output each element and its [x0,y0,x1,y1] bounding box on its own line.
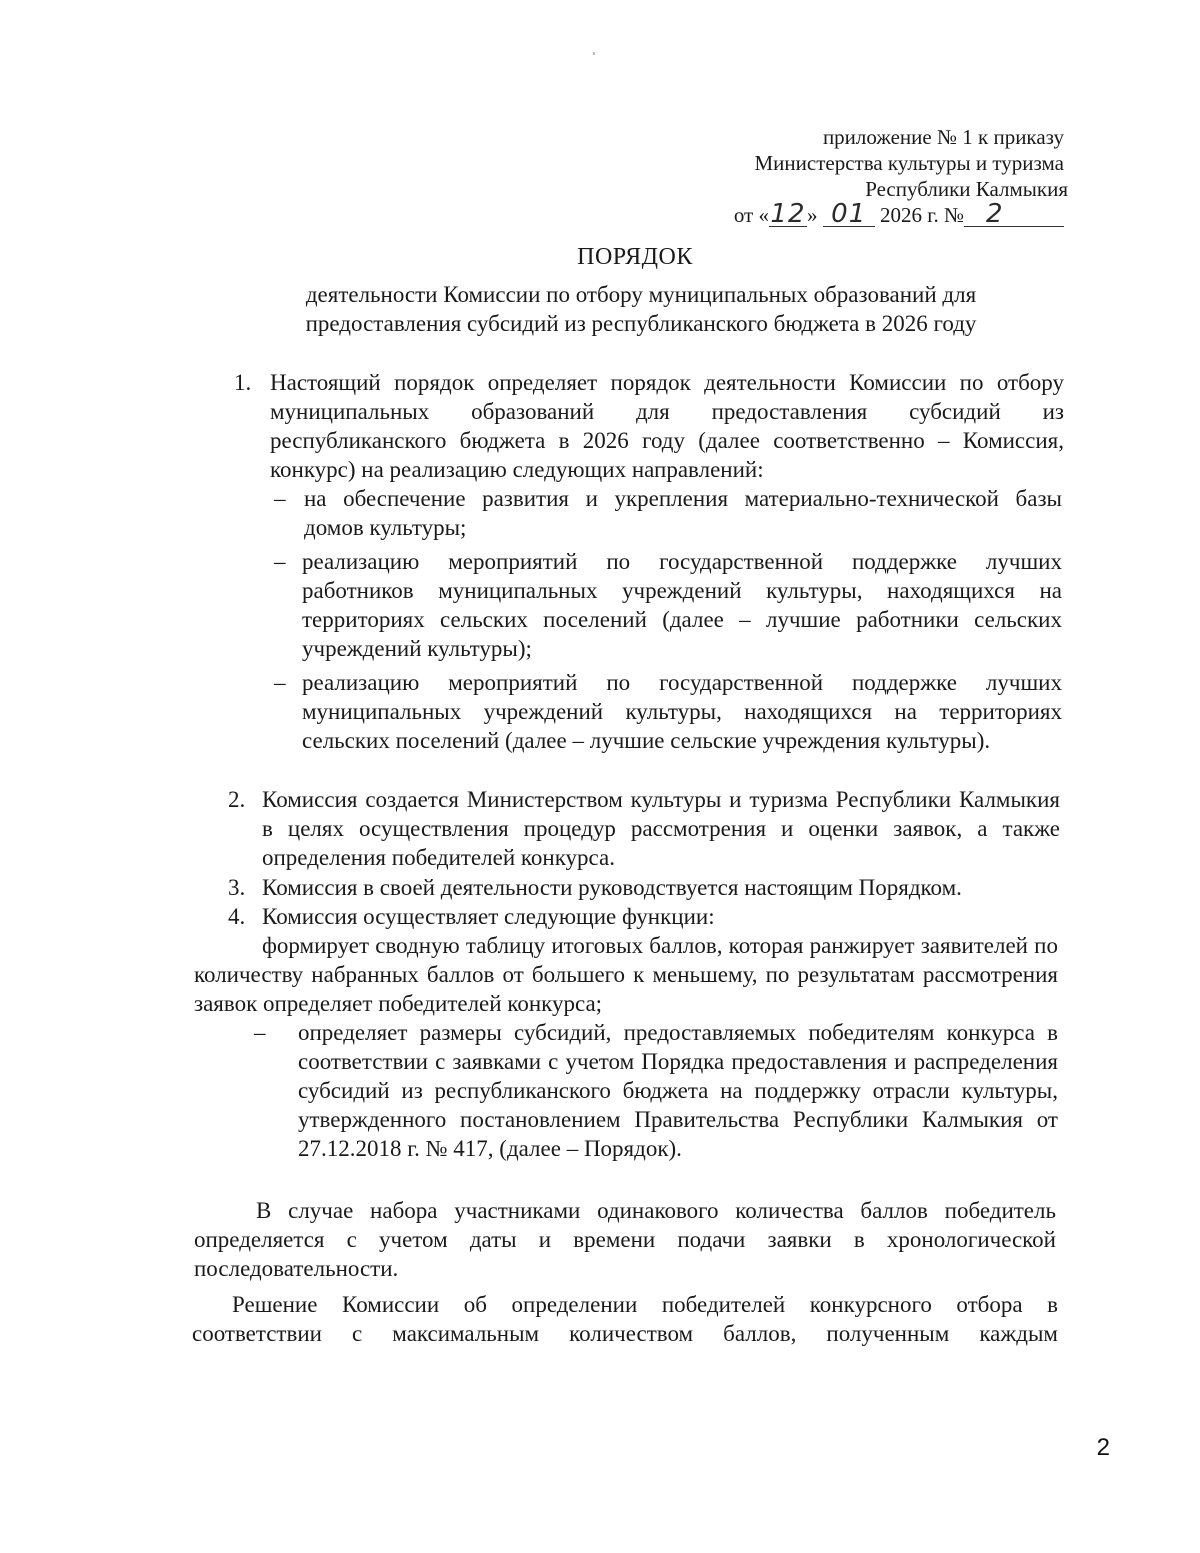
document-subtitle: деятельности Комиссии по отбору муниципальных образований для предоставления субсидий из республиканского бюджета в 2026 году [305,282,977,336]
item-text: Комиссия в своей деятельности руководствуется настоящим Порядком. [262,875,962,900]
date-day-field [769,199,807,229]
numbered-item-3 [228,873,1068,902]
dash-item-3 [274,668,1062,755]
dash-item-text: реализацию мероприятий по государственной поддержке лучших муниципальных учреждений культуры, находящихся на территориях сельских поселений (далее – лучшие сельские учреждения культуры). [302,670,1062,753]
dash-item-text: реализацию мероприятий по государственной поддержке лучших работников муниципальных учреждений культуры, находящихся на территориях сельских поселений (далее – лучшие работники сельских учреждений культуры); [302,549,1062,661]
date-month-handwritten: 01 [831,199,867,229]
approval-line-1: приложение № 1 к приказу [822,125,1064,149]
functions-paragraph: формирует сводную таблицу итоговых баллов, которая ранжирует заявителей по количеству набранных баллов от большего к меньшему, по результатам рассмотрения заявок определяет победителей конкурса; [194,933,1058,1016]
numbered-item-2 [228,785,1060,872]
item-number: 3. [228,875,246,900]
page-number: 2 [1096,1434,1110,1461]
dash-marker: – [274,549,286,574]
date-mid: » [806,203,818,227]
numbered-item-4 [228,902,1068,931]
item-text: Комиссия создается Министерством культуры и туризма Республики Калмыкия в целях осуществления процедур рассмотрения и оценки заявок, а также определения победителей конкурса. [262,787,1060,870]
dash-item-1 [274,484,1062,542]
date-prefix: от « [733,203,769,227]
date-day-handwritten: 12 [770,199,806,229]
item-text: Комиссия осуществляет следующие функции: [262,904,715,929]
dash-marker: – [254,1020,266,1045]
approval-block [644,124,1068,229]
approval-line-3: Республики Калмыкия [865,177,1068,201]
date-year: 2026 г. № [879,203,964,227]
order-number-field [964,199,1064,229]
item-number: 1. [234,370,252,395]
item-number: 2. [228,787,246,812]
document-title: ПОРЯДОК [577,244,693,270]
item-number: 4. [228,904,246,929]
scan-artifact [593,52,595,55]
function-dash-item [254,1018,1058,1163]
numbered-item-1 [234,368,1064,484]
date-month-field [823,199,875,229]
tie-paragraph: В случае набора участниками одинакового количества баллов победитель определяется с учетом даты и времени подачи заявки в хронологической последовательности. [194,1198,1056,1281]
item-text: Настоящий порядок определяет порядок деятельности Комиссии по отбору муниципальных образований для предоставления субсидий из республиканского бюджета в 2026 году (далее соответственно – Комиссия, конкурс) на реализацию следующих направлений: [270,370,1064,482]
decision-paragraph: Решение Комиссии об определении победителей конкурсного отбора в соответствии с максимальным количеством баллов, полученным каждым [192,1292,1058,1346]
order-number-handwritten: 2 [986,199,1004,229]
dash-item-2 [274,547,1062,663]
dash-item-text: на обеспечение развития и укрепления материально-технической базы домов культуры; [304,486,1062,540]
dash-marker: – [274,670,286,695]
approval-date-line [644,199,1064,229]
dash-marker: – [274,486,286,511]
approval-line-2: Министерства культуры и туризма [754,151,1064,175]
dash-item-text: определяет размеры субсидий, предоставляемых победителям конкурса в соответствии с заявками с учетом Порядка предоставления и распределения субсидий из республиканского бюджета на поддержку отрасли культуры, утвержденного постановлением Правительства Республики Калмыкия от 27.12.2018 г. № 417, (далее – Порядок). [298,1020,1058,1161]
